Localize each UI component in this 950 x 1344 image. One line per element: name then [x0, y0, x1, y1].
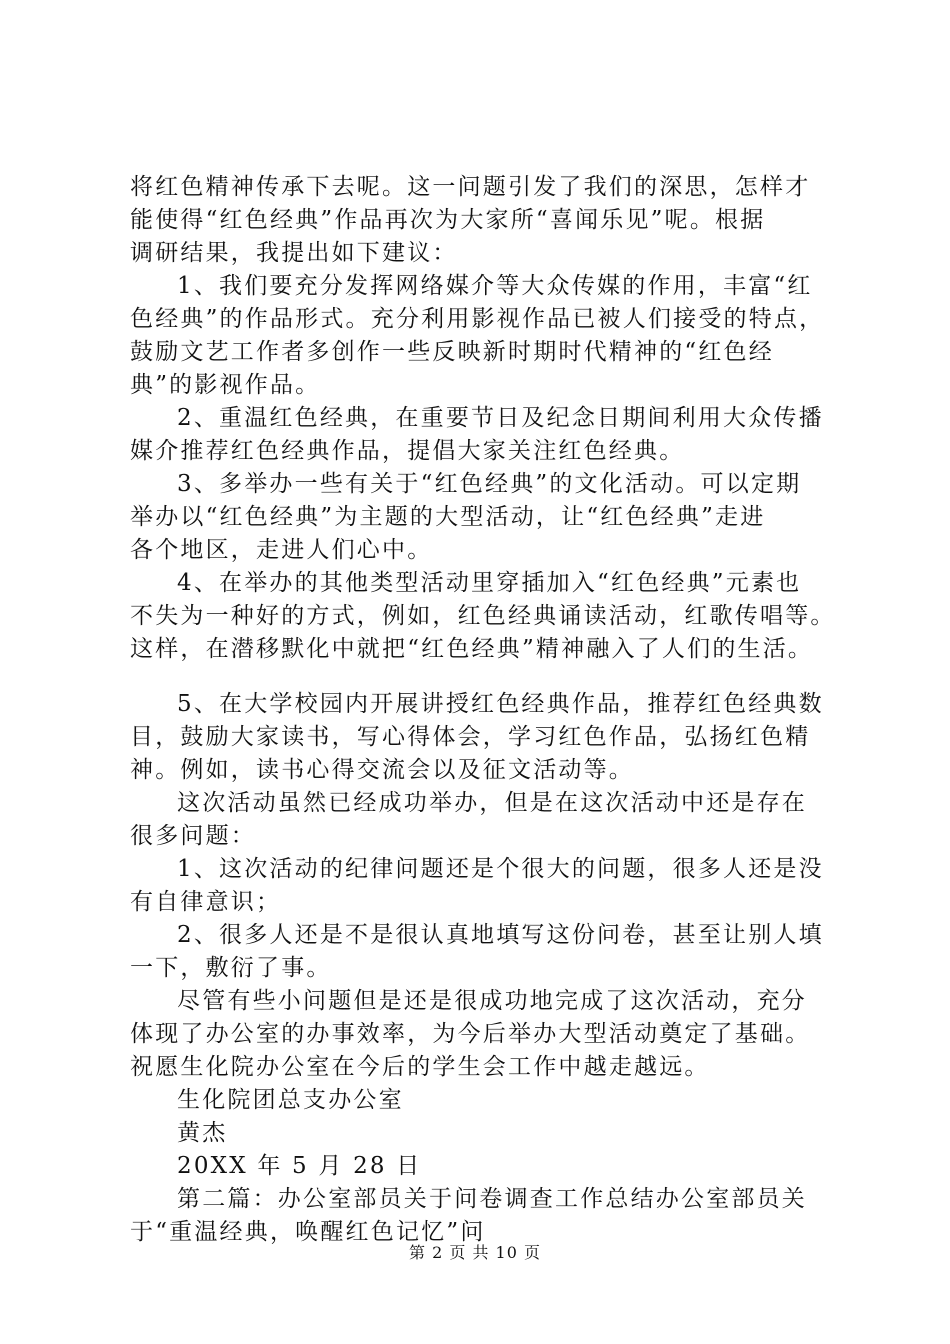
- text-line: 将红色精神传承下去呢。这一问题引发了我们的深思，怎样才: [130, 174, 811, 200]
- text-line: 这样，在潜移默化中就把“红色经典”精神融入了人们的生活。: [130, 636, 814, 662]
- text-line: 2、重温红色经典，在重要节日及纪念日期间利用大众传播: [177, 405, 824, 431]
- text-line: 4、在举办的其他类型活动里穿插加入“红色经典”元素也: [177, 570, 802, 596]
- text-line: 生化院团总支办公室: [177, 1087, 404, 1113]
- text-line: 色经典”的作品形式。充分利用影视作品已被人们接受的特点，: [130, 306, 825, 332]
- page-footer: 第 2 页 共 10 页: [409, 1243, 541, 1262]
- text-line: 祝愿生化院办公室在今后的学生会工作中越走越远。: [130, 1054, 710, 1080]
- text-line: 举办以“红色经典”为主题的大型活动，让“红色经典”走进: [130, 504, 766, 530]
- text-line: 有自律意识；: [130, 889, 282, 915]
- text-line: 于“重温经典，唤醒红色记忆”问: [130, 1219, 486, 1245]
- text-line: 这次活动虽然已经成功举办，但是在这次活动中还是存在: [177, 790, 807, 816]
- text-line: 5、在大学校园内开展讲授红色经典作品，推荐红色经典数: [177, 691, 824, 717]
- text-line: 调研结果，我提出如下建议：: [130, 240, 458, 266]
- text-line: 很多问题：: [130, 823, 256, 849]
- text-line: 黄杰: [177, 1120, 228, 1146]
- text-line: 不失为一种好的方式，例如，红色经典诵读活动，红歌传唱等。: [130, 603, 836, 629]
- text-line: 20XX 年 5 月 28 日: [177, 1153, 422, 1179]
- text-line: 1、我们要充分发挥网络媒介等大众传媒的作用，丰富“红: [177, 273, 813, 299]
- text-line: 典”的影视作品。: [130, 372, 321, 398]
- text-line: 各个地区，走进人们心中。: [130, 537, 433, 563]
- text-line: 体现了办公室的办事效率，为今后举办大型活动奠定了基础。: [130, 1021, 811, 1047]
- text-line: 目，鼓励大家读书，写心得体会，学习红色作品，弘扬红色精: [130, 724, 811, 750]
- text-line: 3、多举办一些有关于“红色经典”的文化活动。可以定期: [177, 471, 802, 497]
- text-line: 神。例如，读书心得交流会以及征文活动等。: [130, 757, 634, 783]
- text-line: 能使得“红色经典”作品再次为大家所“喜闻乐见”呢。根据: [130, 207, 766, 233]
- text-line: 1、这次活动的纪律问题还是个很大的问题，很多人还是没: [177, 856, 824, 882]
- text-line: 第二篇：办公室部员关于问卷调查工作总结办公室部员关: [177, 1186, 807, 1212]
- text-line: 媒介推荐红色经典作品，提倡大家关注红色经典。: [130, 438, 685, 464]
- text-line: 2、很多人还是不是很认真地填写这份问卷，甚至让别人填: [177, 922, 824, 948]
- text-line: 尽管有些小问题但是还是很成功地完成了这次活动，充分: [177, 988, 807, 1014]
- text-line: 鼓励文艺工作者多创作一些反映新时期时代精神的“红色经: [130, 339, 774, 365]
- text-line: 一下，敷衍了事。: [130, 955, 332, 981]
